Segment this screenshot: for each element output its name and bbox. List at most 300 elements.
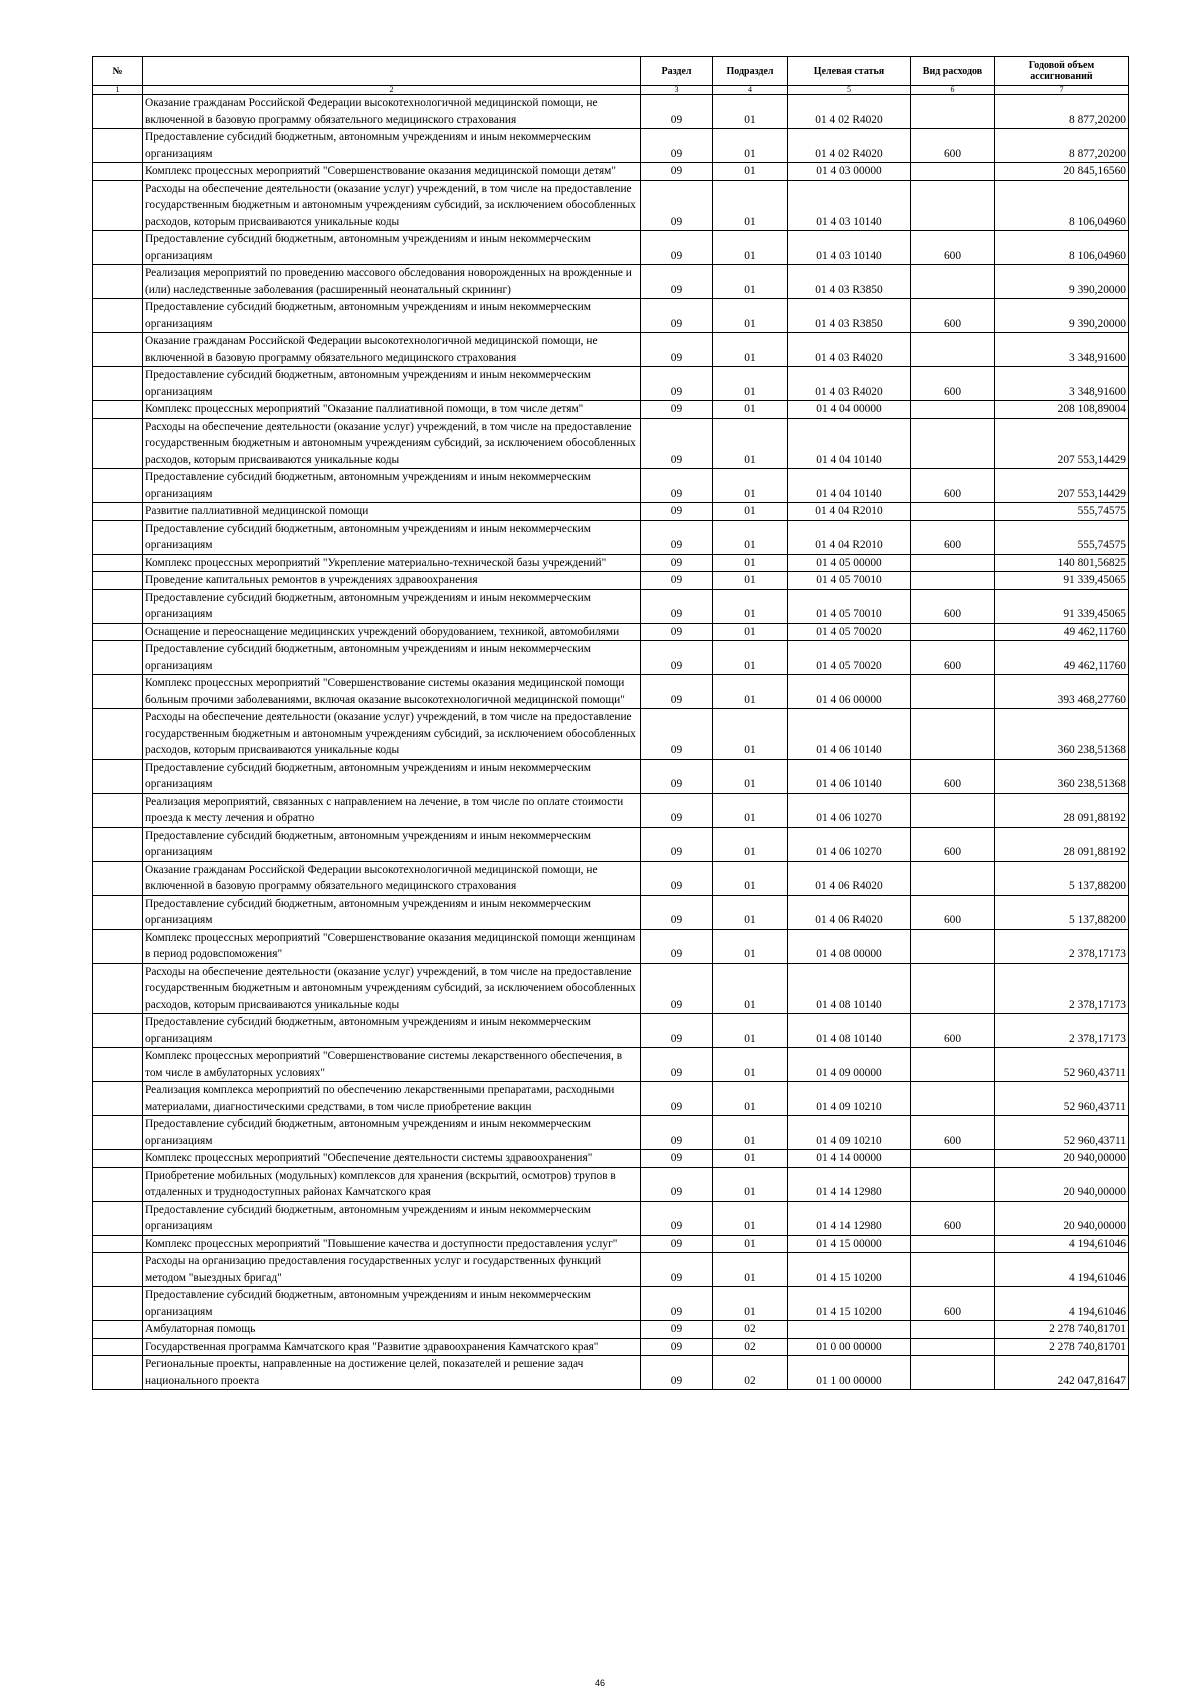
cell-number (93, 827, 143, 861)
cell-section: 09 (641, 1253, 713, 1287)
cell-number (93, 520, 143, 554)
cell-amount: 4 194,61046 (995, 1235, 1129, 1253)
cell-name: Расходы на обеспечение деятельности (оказание услуг) учреждений, в том числе на предоставление государственным бюджетным и автономным учреждениям субсидий, за исключением обособленных расходов, которым присваиваются уникальные коды (143, 180, 641, 231)
cell-amount: 2 278 740,81701 (995, 1338, 1129, 1356)
cell-target-article: 01 4 04 10140 (788, 469, 911, 503)
cell-number (93, 861, 143, 895)
cell-name: Предоставление субсидий бюджетным, автономным учреждениям и иным некоммерческим организациям (143, 1287, 641, 1321)
cell-subsection: 01 (713, 572, 788, 590)
cell-subsection: 01 (713, 333, 788, 367)
table-row (93, 895, 1129, 929)
cell-target-article: 01 4 15 10200 (788, 1253, 911, 1287)
cell-amount: 91 339,45065 (995, 589, 1129, 623)
cell-subsection: 01 (713, 1116, 788, 1150)
cell-expense-type: 600 (911, 1287, 995, 1321)
cell-expense-type: 600 (911, 589, 995, 623)
cell-subsection: 01 (713, 675, 788, 709)
cell-number (93, 1356, 143, 1390)
cell-target-article: 01 4 06 10140 (788, 759, 911, 793)
table-row (93, 861, 1129, 895)
cell-amount: 20 940,00000 (995, 1167, 1129, 1201)
cell-expense-type (911, 1082, 995, 1116)
cell-section: 09 (641, 1338, 713, 1356)
cell-name: Предоставление субсидий бюджетным, автономным учреждениям и иным некоммерческим организациям (143, 589, 641, 623)
cell-name: Предоставление субсидий бюджетным, автономным учреждениям и иным некоммерческим организациям (143, 895, 641, 929)
cell-subsection: 01 (713, 554, 788, 572)
cell-section: 09 (641, 95, 713, 129)
cell-amount: 28 091,88192 (995, 827, 1129, 861)
cell-expense-type (911, 709, 995, 760)
cell-target-article: 01 4 04 00000 (788, 401, 911, 419)
cell-number (93, 333, 143, 367)
cell-expense-type (911, 1048, 995, 1082)
cell-section: 09 (641, 299, 713, 333)
cell-section: 09 (641, 1116, 713, 1150)
cell-number (93, 895, 143, 929)
cell-expense-type (911, 929, 995, 963)
cell-number (93, 572, 143, 590)
cell-number (93, 623, 143, 641)
table-row (93, 95, 1129, 129)
table-row (93, 709, 1129, 760)
cell-section: 09 (641, 520, 713, 554)
cell-name: Реализация комплекса мероприятий по обеспечению лекарственными препаратами, расходными материалами, диагностическими средствами, в том числе приобретение вакцин (143, 1082, 641, 1116)
table-row (93, 1048, 1129, 1082)
cell-subsection: 01 (713, 180, 788, 231)
cell-number (93, 1150, 143, 1168)
cell-target-article: 01 4 03 10140 (788, 231, 911, 265)
cell-subsection: 01 (713, 963, 788, 1014)
cell-number (93, 1253, 143, 1287)
cell-expense-type: 600 (911, 299, 995, 333)
cell-number (93, 367, 143, 401)
cell-target-article: 01 4 09 00000 (788, 1048, 911, 1082)
cell-target-article: 01 4 06 10270 (788, 827, 911, 861)
cell-section: 09 (641, 418, 713, 469)
cell-expense-type: 600 (911, 827, 995, 861)
header-row (93, 57, 1129, 86)
column-index: 3 (641, 86, 713, 95)
cell-target-article: 01 4 03 R4020 (788, 333, 911, 367)
cell-amount: 49 462,11760 (995, 623, 1129, 641)
cell-name: Расходы на обеспечение деятельности (оказание услуг) учреждений, в том числе на предоставление государственным бюджетным и автономным учреждениям субсидий, за исключением обособленных расходов, которым присваиваются уникальные коды (143, 709, 641, 760)
cell-number (93, 675, 143, 709)
cell-name: Комплекс процессных мероприятий "Обеспечение деятельности системы здравоохранения" (143, 1150, 641, 1168)
cell-amount: 242 047,81647 (995, 1356, 1129, 1390)
cell-expense-type (911, 1321, 995, 1339)
cell-name: Предоставление субсидий бюджетным, автономным учреждениям и иным некоммерческим организациям (143, 129, 641, 163)
cell-target-article: 01 4 03 R3850 (788, 265, 911, 299)
cell-subsection: 01 (713, 1253, 788, 1287)
cell-subsection: 02 (713, 1338, 788, 1356)
cell-name: Предоставление субсидий бюджетным, автономным учреждениям и иным некоммерческим организациям (143, 299, 641, 333)
cell-name: Предоставление субсидий бюджетным, автономным учреждениям и иным некоммерческим организациям (143, 1201, 641, 1235)
cell-amount: 49 462,11760 (995, 641, 1129, 675)
cell-number (93, 1235, 143, 1253)
cell-target-article: 01 4 06 R4020 (788, 895, 911, 929)
table-row (93, 623, 1129, 641)
cell-target-article: 01 4 14 00000 (788, 1150, 911, 1168)
cell-section: 09 (641, 1201, 713, 1235)
table-row (93, 641, 1129, 675)
cell-target-article: 01 4 05 00000 (788, 554, 911, 572)
table-row (93, 963, 1129, 1014)
cell-section: 09 (641, 231, 713, 265)
cell-section: 09 (641, 861, 713, 895)
cell-number (93, 1014, 143, 1048)
cell-section: 09 (641, 759, 713, 793)
cell-name: Проведение капитальных ремонтов в учреждениях здравоохранения (143, 572, 641, 590)
cell-section: 09 (641, 1150, 713, 1168)
cell-expense-type (911, 1150, 995, 1168)
cell-amount: 2 378,17173 (995, 1014, 1129, 1048)
cell-target-article: 01 4 09 10210 (788, 1116, 911, 1150)
cell-number (93, 231, 143, 265)
cell-number (93, 1287, 143, 1321)
table-row (93, 1150, 1129, 1168)
cell-target-article: 01 4 05 70010 (788, 589, 911, 623)
cell-number (93, 401, 143, 419)
cell-expense-type (911, 333, 995, 367)
cell-amount: 9 390,20000 (995, 265, 1129, 299)
cell-section: 09 (641, 1356, 713, 1390)
cell-subsection: 01 (713, 1201, 788, 1235)
cell-name: Предоставление субсидий бюджетным, автономным учреждениям и иным некоммерческим организациям (143, 641, 641, 675)
table-row (93, 675, 1129, 709)
cell-number (93, 265, 143, 299)
table-row (93, 793, 1129, 827)
cell-number (93, 1201, 143, 1235)
cell-target-article: 01 4 03 00000 (788, 163, 911, 181)
cell-amount: 360 238,51368 (995, 709, 1129, 760)
table-row (93, 1253, 1129, 1287)
cell-amount: 207 553,14429 (995, 469, 1129, 503)
cell-amount: 360 238,51368 (995, 759, 1129, 793)
table-row (93, 589, 1129, 623)
cell-expense-type: 600 (911, 231, 995, 265)
cell-target-article: 01 4 04 R2010 (788, 520, 911, 554)
cell-section: 09 (641, 963, 713, 1014)
cell-expense-type (911, 418, 995, 469)
column-index: 5 (788, 86, 911, 95)
cell-amount: 2 378,17173 (995, 963, 1129, 1014)
table-row (93, 418, 1129, 469)
cell-number (93, 1048, 143, 1082)
cell-subsection: 01 (713, 1235, 788, 1253)
cell-subsection: 01 (713, 1082, 788, 1116)
cell-target-article: 01 4 03 R4020 (788, 367, 911, 401)
cell-target-article: 01 4 03 R3850 (788, 299, 911, 333)
cell-name: Расходы на обеспечение деятельности (оказание услуг) учреждений, в том числе на предоставление государственным бюджетным и автономным учреждениям субсидий, за исключением обособленных расходов, которым присваиваются уникальные коды (143, 418, 641, 469)
cell-section: 09 (641, 929, 713, 963)
cell-name: Предоставление субсидий бюджетным, автономным учреждениям и иным некоммерческим организациям (143, 827, 641, 861)
cell-section: 09 (641, 623, 713, 641)
cell-name: Комплекс процессных мероприятий "Оказание паллиативной помощи, в том числе детям" (143, 401, 641, 419)
cell-section: 09 (641, 265, 713, 299)
cell-section: 09 (641, 401, 713, 419)
cell-number (93, 793, 143, 827)
column-header-subsection: Подраздел (713, 57, 788, 86)
cell-number (93, 641, 143, 675)
cell-target-article: 01 4 08 00000 (788, 929, 911, 963)
cell-subsection: 01 (713, 299, 788, 333)
cell-subsection: 01 (713, 793, 788, 827)
cell-section: 09 (641, 1082, 713, 1116)
table-row (93, 1287, 1129, 1321)
table-row (93, 1116, 1129, 1150)
cell-name: Комплекс процессных мероприятий "Укрепление материально-технической базы учреждений" (143, 554, 641, 572)
table-row (93, 469, 1129, 503)
cell-number (93, 299, 143, 333)
cell-amount: 208 108,89004 (995, 401, 1129, 419)
cell-amount: 20 940,00000 (995, 1201, 1129, 1235)
cell-amount: 3 348,91600 (995, 367, 1129, 401)
cell-subsection: 01 (713, 1287, 788, 1321)
cell-expense-type: 600 (911, 367, 995, 401)
cell-name: Развитие паллиативной медицинской помощи (143, 503, 641, 521)
table-row (93, 1235, 1129, 1253)
cell-expense-type (911, 1356, 995, 1390)
cell-expense-type (911, 401, 995, 419)
cell-expense-type (911, 963, 995, 1014)
table-row (93, 572, 1129, 590)
cell-amount: 5 137,88200 (995, 861, 1129, 895)
table-row (93, 333, 1129, 367)
cell-name: Предоставление субсидий бюджетным, автономным учреждениям и иным некоммерческим организациям (143, 1116, 641, 1150)
cell-subsection: 01 (713, 641, 788, 675)
cell-section: 09 (641, 895, 713, 929)
cell-expense-type: 600 (911, 641, 995, 675)
table-row (93, 1201, 1129, 1235)
cell-name: Комплекс процессных мероприятий "Совершенствование оказания медицинской помощи женщинам в период родовспоможения" (143, 929, 641, 963)
cell-number (93, 1321, 143, 1339)
cell-section: 09 (641, 1048, 713, 1082)
cell-section: 09 (641, 503, 713, 521)
cell-number (93, 963, 143, 1014)
cell-name: Комплекс процессных мероприятий "Совершенствование оказания медицинской помощи детям" (143, 163, 641, 181)
cell-target-article: 01 4 08 10140 (788, 963, 911, 1014)
cell-expense-type (911, 1167, 995, 1201)
cell-amount: 4 194,61046 (995, 1253, 1129, 1287)
cell-section: 09 (641, 1014, 713, 1048)
cell-number (93, 589, 143, 623)
cell-subsection: 01 (713, 129, 788, 163)
table-row (93, 1321, 1129, 1339)
cell-expense-type (911, 1235, 995, 1253)
page-number: 46 (594, 1678, 605, 1688)
cell-number (93, 759, 143, 793)
cell-name: Оснащение и переоснащение медицинских учреждений оборудованием, техникой, автомобилями (143, 623, 641, 641)
cell-number (93, 1116, 143, 1150)
cell-target-article: 01 4 08 10140 (788, 1014, 911, 1048)
cell-amount: 20 940,00000 (995, 1150, 1129, 1168)
column-header-number: № (93, 57, 143, 86)
cell-number (93, 554, 143, 572)
cell-target-article: 01 4 05 70020 (788, 641, 911, 675)
cell-section: 09 (641, 572, 713, 590)
cell-expense-type (911, 163, 995, 181)
cell-section: 09 (641, 589, 713, 623)
column-header-expense-type: Вид расходов (911, 57, 995, 86)
cell-name: Амбулаторная помощь (143, 1321, 641, 1339)
cell-target-article: 01 4 15 10200 (788, 1287, 911, 1321)
cell-section: 09 (641, 793, 713, 827)
cell-name: Приобретение мобильных (модульных) комплексов для хранения (вскрытий, осмотров) трупов в отдаленных и труднодоступных районах Камчатского края (143, 1167, 641, 1201)
column-header-annual-volume: Годовой объем ассигнований (995, 57, 1129, 86)
cell-section: 09 (641, 180, 713, 231)
cell-target-article: 01 4 06 10140 (788, 709, 911, 760)
cell-subsection: 01 (713, 623, 788, 641)
cell-name: Предоставление субсидий бюджетным, автономным учреждениям и иным некоммерческим организациям (143, 469, 641, 503)
cell-number (93, 418, 143, 469)
cell-subsection: 01 (713, 709, 788, 760)
cell-expense-type (911, 95, 995, 129)
table-row (93, 1167, 1129, 1201)
cell-section: 09 (641, 469, 713, 503)
column-header-name (143, 57, 641, 86)
cell-name: Оказание гражданам Российской Федерации высокотехнологичной медицинской помощи, не включенной в базовую программу обязательного медицинского страхования (143, 333, 641, 367)
table-row (93, 163, 1129, 181)
cell-section: 09 (641, 1287, 713, 1321)
cell-target-article: 01 4 05 70010 (788, 572, 911, 590)
cell-subsection: 01 (713, 231, 788, 265)
table-row (93, 265, 1129, 299)
table-row (93, 129, 1129, 163)
cell-amount: 207 553,14429 (995, 418, 1129, 469)
cell-amount: 52 960,43711 (995, 1048, 1129, 1082)
column-index-row (93, 86, 1129, 95)
column-index: 2 (143, 86, 641, 95)
column-index: 1 (93, 86, 143, 95)
cell-expense-type: 600 (911, 1116, 995, 1150)
cell-section: 09 (641, 827, 713, 861)
column-header-target-article: Целевая статья (788, 57, 911, 86)
table-row (93, 180, 1129, 231)
cell-subsection: 01 (713, 1167, 788, 1201)
table-row (93, 1338, 1129, 1356)
cell-expense-type (911, 265, 995, 299)
cell-subsection: 01 (713, 367, 788, 401)
cell-amount: 140 801,56825 (995, 554, 1129, 572)
cell-expense-type: 600 (911, 469, 995, 503)
cell-name: Предоставление субсидий бюджетным, автономным учреждениям и иным некоммерческим организациям (143, 1014, 641, 1048)
table-row (93, 299, 1129, 333)
table-row (93, 520, 1129, 554)
cell-section: 09 (641, 333, 713, 367)
cell-name: Комплекс процессных мероприятий "Повышение качества и доступности предоставления услуг" (143, 1235, 641, 1253)
cell-target-article: 01 4 02 R4020 (788, 95, 911, 129)
cell-expense-type: 600 (911, 520, 995, 554)
cell-target-article: 01 4 06 00000 (788, 675, 911, 709)
cell-name: Предоставление субсидий бюджетным, автономным учреждениям и иным некоммерческим организациям (143, 759, 641, 793)
cell-subsection: 01 (713, 418, 788, 469)
column-index: 7 (995, 86, 1129, 95)
cell-subsection: 01 (713, 265, 788, 299)
cell-number (93, 709, 143, 760)
cell-amount: 9 390,20000 (995, 299, 1129, 333)
cell-name: Предоставление субсидий бюджетным, автономным учреждениям и иным некоммерческим организациям (143, 231, 641, 265)
table-row (93, 554, 1129, 572)
cell-number (93, 129, 143, 163)
cell-section: 09 (641, 163, 713, 181)
cell-name: Региональные проекты, направленные на достижение целей, показателей и решение задач национального проекта (143, 1356, 641, 1390)
column-index: 4 (713, 86, 788, 95)
cell-name: Реализация мероприятий по проведению массового обследования новорожденных на врожденные и (или) наследственные заболевания (расширенный неонатальный скрининг) (143, 265, 641, 299)
table-row (93, 1082, 1129, 1116)
cell-subsection: 01 (713, 95, 788, 129)
cell-subsection: 01 (713, 929, 788, 963)
cell-name: Расходы на организацию предоставления государственных услуг и государственных функций методом "выездных бригад" (143, 1253, 641, 1287)
cell-subsection: 01 (713, 895, 788, 929)
cell-number (93, 503, 143, 521)
cell-subsection: 01 (713, 520, 788, 554)
cell-number (93, 1167, 143, 1201)
table-row (93, 401, 1129, 419)
cell-subsection: 02 (713, 1356, 788, 1390)
cell-expense-type (911, 861, 995, 895)
cell-target-article: 01 4 06 10270 (788, 793, 911, 827)
cell-number (93, 469, 143, 503)
cell-expense-type: 600 (911, 129, 995, 163)
cell-section: 09 (641, 709, 713, 760)
cell-section: 09 (641, 129, 713, 163)
cell-number (93, 163, 143, 181)
table-row (93, 231, 1129, 265)
cell-amount: 2 278 740,81701 (995, 1321, 1129, 1339)
budget-table (92, 56, 1129, 1390)
cell-target-article: 01 4 15 00000 (788, 1235, 911, 1253)
table-row (93, 759, 1129, 793)
cell-number (93, 1338, 143, 1356)
cell-subsection: 01 (713, 1014, 788, 1048)
cell-target-article: 01 4 02 R4020 (788, 129, 911, 163)
cell-number (93, 95, 143, 129)
cell-subsection: 01 (713, 401, 788, 419)
cell-amount: 555,74575 (995, 520, 1129, 554)
cell-target-article: 01 4 04 R2010 (788, 503, 911, 521)
cell-amount: 3 348,91600 (995, 333, 1129, 367)
cell-name: Государственная программа Камчатского края "Развитие здравоохранения Камчатского края" (143, 1338, 641, 1356)
cell-expense-type (911, 1338, 995, 1356)
cell-amount: 8 877,20200 (995, 95, 1129, 129)
cell-expense-type (911, 793, 995, 827)
cell-name: Комплекс процессных мероприятий "Совершенствование системы лекарственного обеспечения, в том числе в амбулаторных условиях" (143, 1048, 641, 1082)
cell-target-article: 01 4 03 10140 (788, 180, 911, 231)
table-row (93, 929, 1129, 963)
cell-amount: 393 468,27760 (995, 675, 1129, 709)
cell-target-article: 01 0 00 00000 (788, 1338, 911, 1356)
table-row (93, 827, 1129, 861)
cell-name: Комплекс процессных мероприятий "Совершенствование системы оказания медицинской помощи больным прочими заболеваниями, включая оказание высокотехнологичной медицинской помощи" (143, 675, 641, 709)
cell-section: 09 (641, 367, 713, 401)
cell-target-article: 01 4 05 70020 (788, 623, 911, 641)
cell-section: 09 (641, 1235, 713, 1253)
cell-subsection: 01 (713, 759, 788, 793)
cell-target-article (788, 1321, 911, 1339)
cell-number (93, 929, 143, 963)
cell-expense-type (911, 180, 995, 231)
cell-number (93, 180, 143, 231)
cell-amount: 2 378,17173 (995, 929, 1129, 963)
cell-expense-type (911, 572, 995, 590)
table-row (93, 1356, 1129, 1390)
cell-name: Предоставление субсидий бюджетным, автономным учреждениям и иным некоммерческим организациям (143, 520, 641, 554)
cell-name: Оказание гражданам Российской Федерации высокотехнологичной медицинской помощи, не включенной в базовую программу обязательного медицинского страхования (143, 95, 641, 129)
cell-section: 09 (641, 641, 713, 675)
table-row (93, 503, 1129, 521)
cell-expense-type: 600 (911, 1014, 995, 1048)
cell-expense-type (911, 1253, 995, 1287)
